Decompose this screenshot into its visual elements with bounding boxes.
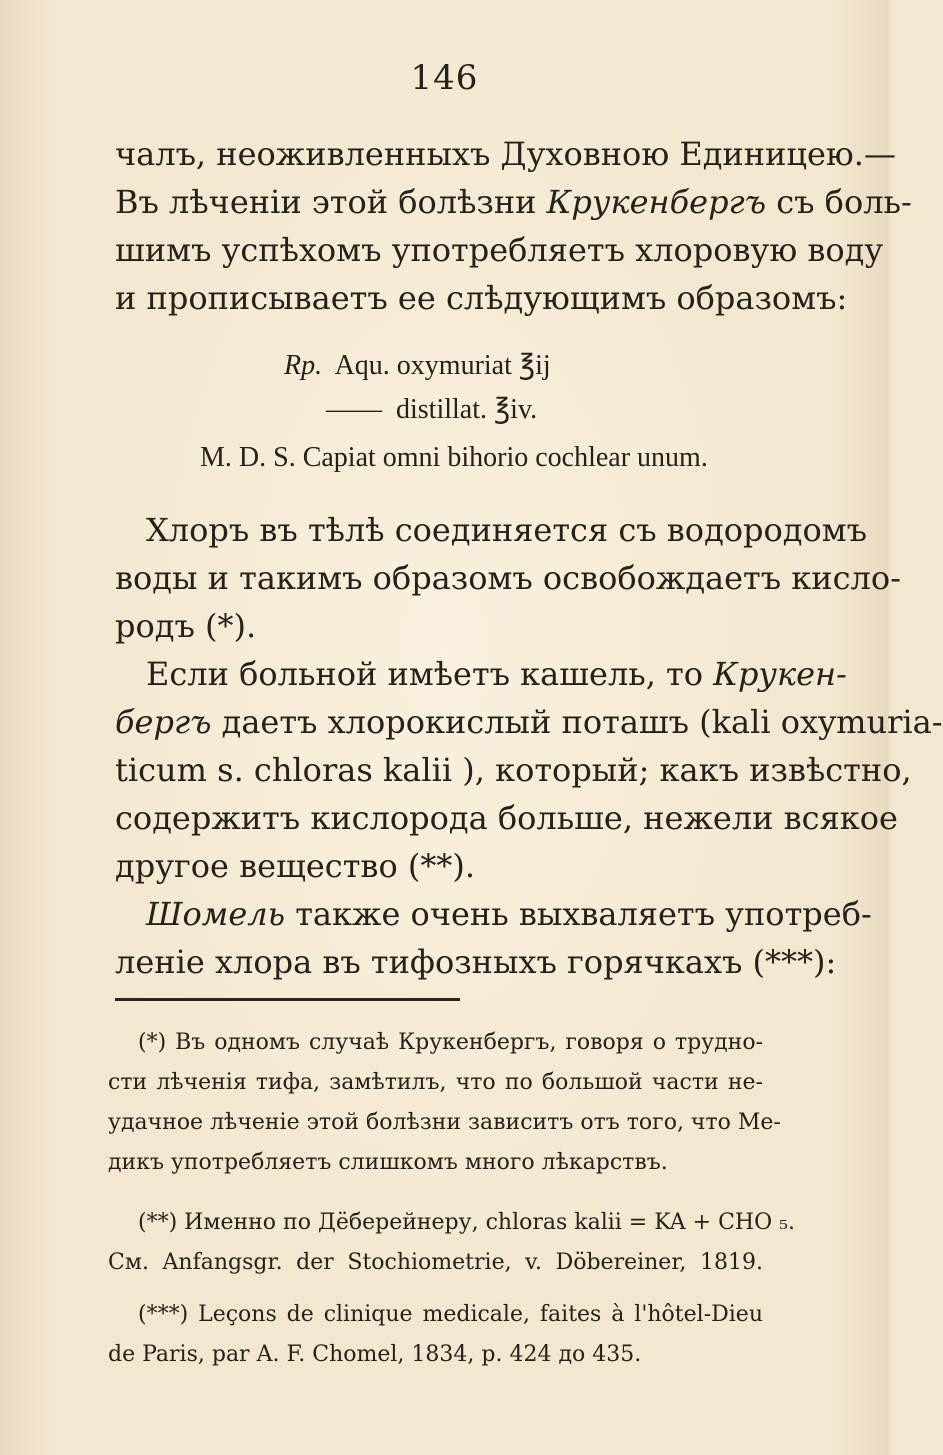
body-line: содержитъ кислорода больше, нежели всякое (115, 799, 898, 837)
author-name-italic: бергъ (115, 703, 212, 741)
body-line: другое вещество (**). (115, 847, 476, 885)
body-line: Въ лѣченіи этой болѣзни Крукенбергъ съ боль- (115, 183, 912, 221)
footnote-line: (**) Именно по Дёберейнеру, chloras kalii = KA + CHO ₅. (138, 1210, 795, 1235)
prescription-line-2: —— distillat. ℥iv. (326, 394, 538, 425)
body-line: бергъ даетъ хлорокислый поташъ (kali oxymuria- (115, 703, 943, 741)
footnote-line: (***) Leçons de clinique medicale, faites à l'hôtel-Dieu (138, 1302, 763, 1327)
author-name-italic: Шомель (146, 895, 286, 933)
body-line: ticum s. chloras kalii ), который; какъ извѣстно, (115, 751, 912, 789)
body-line: чалъ, неоживленныхъ Духовною Единицею.— (115, 135, 896, 173)
footnote-line: сти лѣченія тифа, замѣтилъ, что по большой части не- (108, 1070, 763, 1095)
body-line: Если больной имѣетъ кашель, то Крукен- (146, 655, 847, 693)
footnote-line: (*) Въ одномъ случаѣ Крукенбергъ, говоря о трудно- (138, 1030, 763, 1055)
footnote-line: удачное лѣченіе этой болѣзни зависитъ отъ того, что Ме- (108, 1110, 781, 1135)
prescription-line-1: Rp. Aqu. oxymuriat ℥ij (284, 350, 551, 381)
body-line: родъ (*). (115, 607, 257, 645)
body-line: Шомель также очень выхваляетъ употреб- (146, 895, 872, 933)
footnote-line: См. Anfangsgr. der Stochiometrie, v. Döbereiner, 1819. (108, 1250, 763, 1275)
page-number: 146 (410, 58, 479, 98)
body-line: и прописываетъ ее слѣдующимъ образомъ: (115, 279, 848, 317)
footnote-rule (115, 998, 460, 1001)
body-line: воды и такимъ образомъ освобождаетъ кисло- (115, 559, 901, 597)
footnote-line: de Paris, par A. F. Chomel, 1834, p. 424 до 435. (108, 1342, 642, 1367)
author-name-italic: Крукенбергъ (546, 183, 767, 221)
author-name-italic: Крукен- (713, 655, 847, 693)
recipe-abbrev: Rp. (284, 350, 323, 381)
body-line: шимъ успѣхомъ употребляетъ хлоровую воду (115, 231, 884, 269)
body-line: леніе хлора въ тифозныхъ горячкахъ (***): (115, 943, 837, 981)
prescription-line-3: M. D. S. Capiat omni bihorio cochlear unum. (200, 442, 708, 473)
footnote-line: дикъ употребляетъ слишкомъ много лѣкарствъ. (108, 1150, 668, 1175)
body-line: Хлоръ въ тѣлѣ соединяется съ водородомъ (146, 511, 867, 549)
